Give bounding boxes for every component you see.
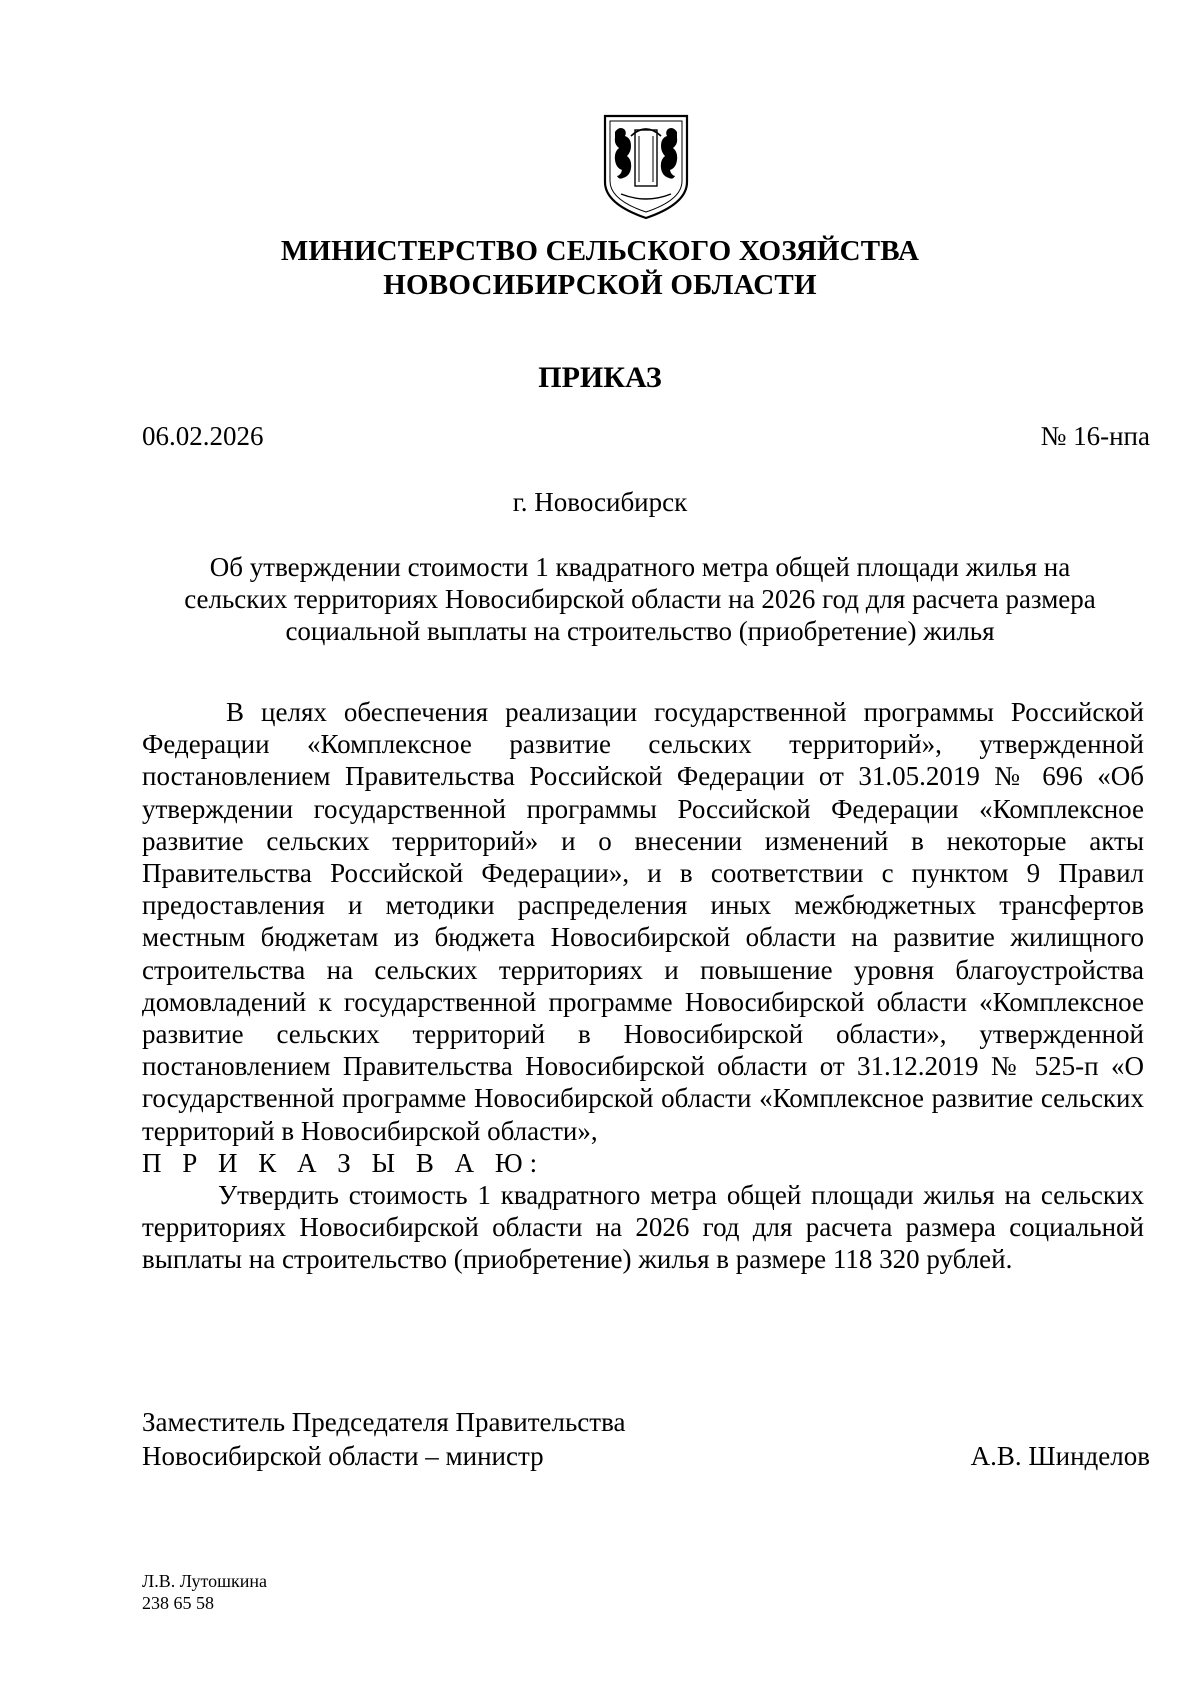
document-body [142, 696, 1144, 1276]
ministry-name-line2: НОВОСИБИРСКОЙ ОБЛАСТИ [383, 269, 817, 301]
executor-info [142, 1570, 267, 1614]
signature-position [142, 1405, 625, 1473]
coat-of-arms-icon [601, 112, 691, 222]
position-line2: Новосибирской области – министр [142, 1441, 544, 1471]
document-title: ПРИКАЗ [538, 361, 662, 394]
ministry-name-line1: МИНИСТЕРСТВО СЕЛЬСКОГО ХОЗЯЙСТВА [280, 235, 920, 267]
signatory-name: А.В. Шинделов [970, 1441, 1150, 1471]
document-number: № 16-нпа [1040, 421, 1150, 451]
document-city: г. Новосибирск [512, 487, 688, 517]
executor-name: Л.В. Лутошкина [142, 1571, 267, 1591]
order-word: П Р И К А З Ы В А Ю: [142, 1147, 545, 1178]
document-subject: Об утверждении стоимости 1 квадратного метра общей площади жилья на сельских территориях Новосибирской области на 2026 год для расчета размера социальной выплаты на строительство (приобретение) жилья [184, 552, 1096, 646]
approve-paragraph: Утвердить стоимость 1 квадратного метра общей площади жилья на сельских территориях Новосибирской области на 2026 год для расчета размера социальной выплаты на строительство (приобретение) жилья в размере 118 320 рублей. [142, 1180, 1144, 1275]
executor-phone: 238 65 58 [142, 1593, 214, 1613]
preamble-paragraph: В целях обеспечения реализации государственной программы Российской Федерации «Комплексное развитие сельских территорий», утвержденной постановлением Правительства Российской Федерации от 31.05.2019 № 696 «Об утверждении государственной программы Российской Федерации «Комплексное развитие сельских территорий» и о внесении изменений в некоторые акты Правительства Российской Федерации», и в соответствии с пунктом 9 Правил предоставления и методики распределения иных межбюджетных трансфертов местным бюджетам из бюджета Новосибирской области на развитие жилищного строительства на сельских территориях и повышение уровня благоустройства домовладений к государственной программе Новосибирской области «Комплексное развитие сельских территорий в Новосибирской области», утвержденной постановлением Правительства Новосибирской области от 31.12.2019 № 525-п «О государственной программе Новосибирской области «Комплексное развитие сельских территорий в Новосибирской области», [142, 697, 1144, 1146]
position-line1: Заместитель Председателя Правительства [142, 1407, 626, 1437]
document-date: 06.02.2026 [142, 421, 264, 451]
